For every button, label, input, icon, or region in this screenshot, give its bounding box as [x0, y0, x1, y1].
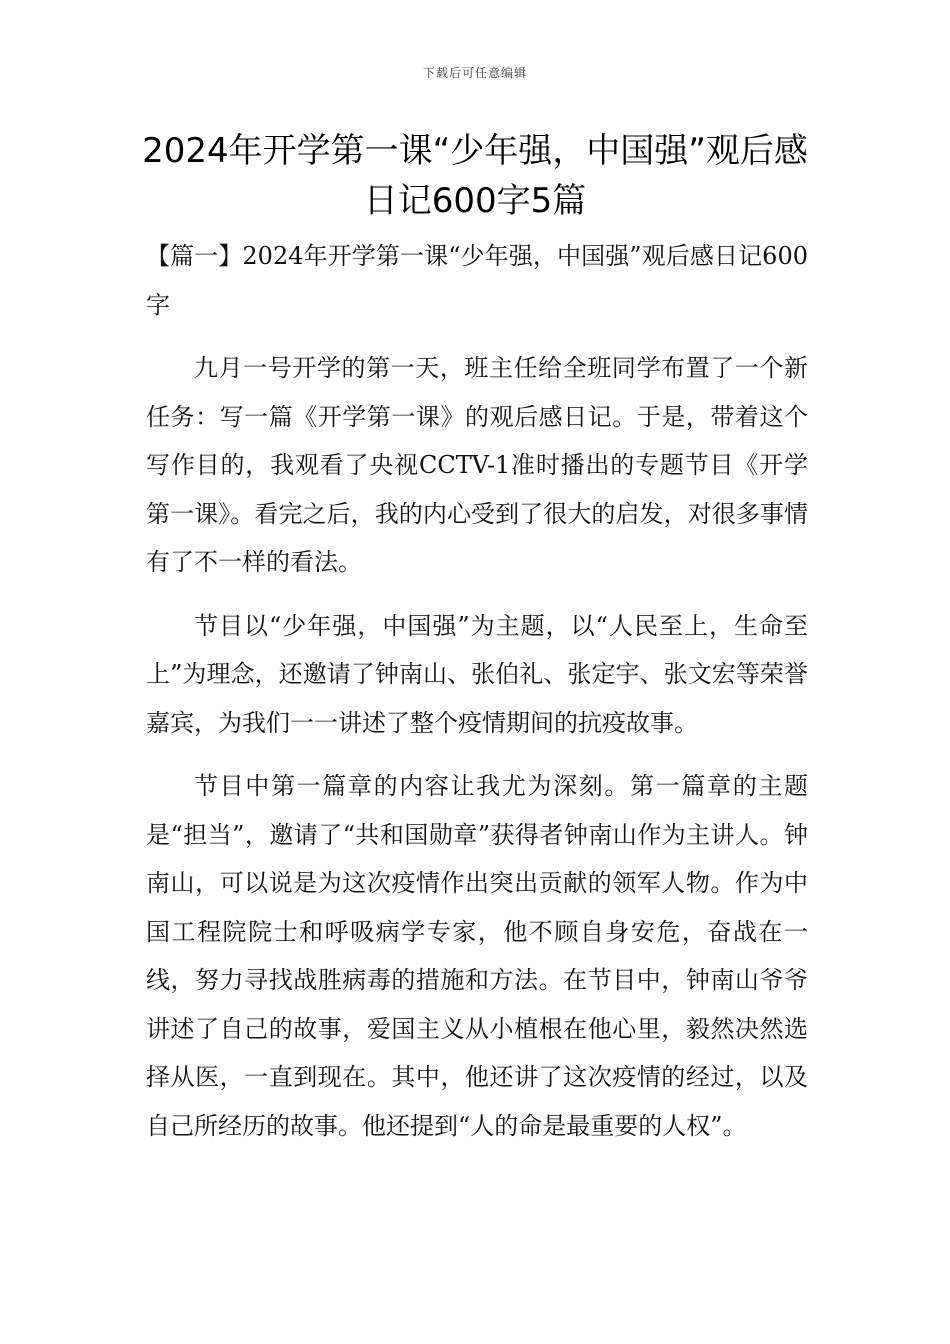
paragraph-2: 节目以“少年强，中国强”为主题，以“人民至上，生命至上”为理念，还邀请了钟南山、张伯礼、张定宇、张文宏等荣誉嘉宾，为我们一一讲述了整个疫情期间的抗疫故事。 [146, 611, 808, 737]
header-note: 下载后可任意编辑 [422, 66, 527, 80]
section-heading: 【篇一】2024年开学第一课“少年强，中国强”观后感日记600字 [146, 242, 808, 319]
paragraph-3: 节目中第一篇章的内容让我尤为深刻。第一篇章的主题是“担当”，邀请了“共和国勋章”获得者钟南山作为主讲人。钟南山，可以说是为这次疫情作出突出贡献的领军人物。作为中国工程院院士和呼吸病学专家，他不顾自身安危，奋战在一线，努力寻找战胜病毒的措施和方法。在节目中，钟南山爷爷讲述了自己的故事，爱国主义从小植根在他心里，毅然决然选择从医，一直到现在。其中，他还讲了这次疫情的经过，以及自己所经历的故事。他还提到“人的命是最重要的人权”。 [146, 772, 808, 1140]
document-title: 2024年开学第一课“少年强，中国强”观后感日记600字5篇 [142, 131, 808, 221]
paragraph-1: 九月一号开学的第一天，班主任给全班同学布置了一个新任务：写一篇《开学第一课》的观后感日记。于是，带着这个写作目的，我观看了央视CCTV-1准时播出的专题节目《开学第一课》。看完之后，我的内心受到了很大的启发，对很多事情有了不一样的看法。 [146, 354, 808, 576]
document-body [146, 232, 808, 1165]
